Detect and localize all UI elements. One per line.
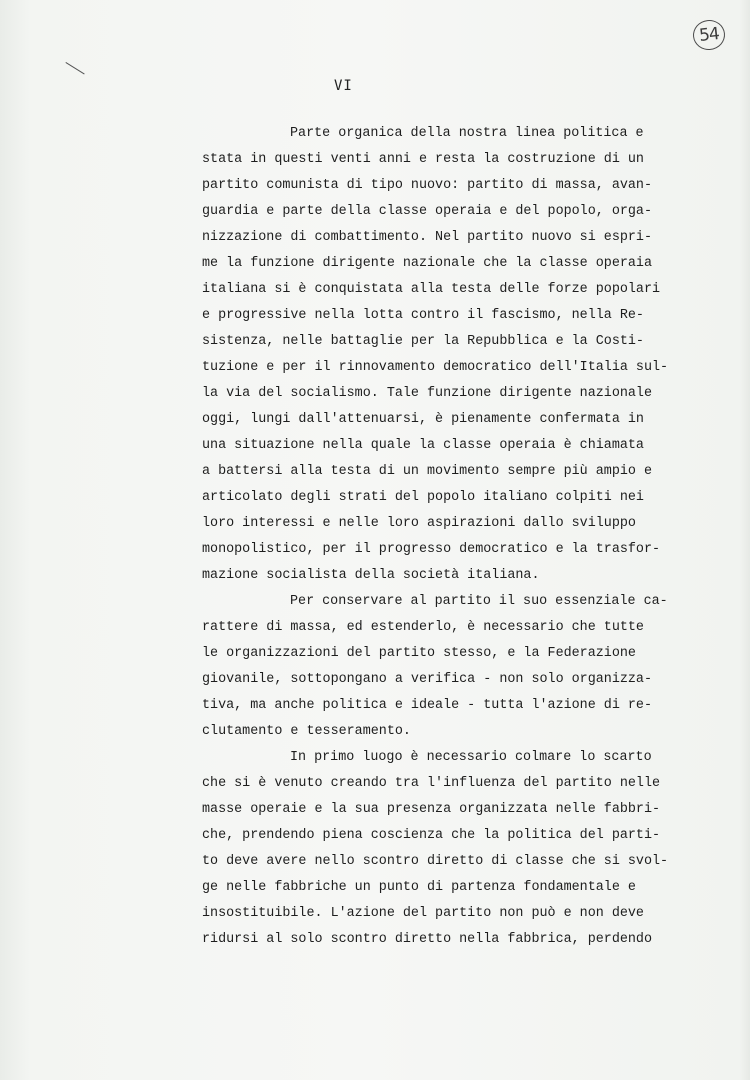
- text-line: Per conservare al partito il suo essenziale ca-: [290, 594, 668, 609]
- text-line: partito comunista di tipo nuovo: partito di massa, avan-: [202, 178, 652, 193]
- text-line: le organizzazioni del partito stesso, e la Federazione: [202, 646, 636, 661]
- text-line: che si è venuto creando tra l'influenza del partito nelle: [202, 776, 661, 791]
- text-line: che, prendendo piena coscienza che la politica del parti-: [202, 828, 661, 843]
- text-line: guardia e parte della classe operaia e del popolo, orga-: [202, 204, 652, 219]
- text-line: mazione socialista della società italiana.: [202, 568, 540, 583]
- pen-mark: [59, 62, 85, 85]
- text-line: monopolistico, per il progresso democratico e la trasfor-: [202, 542, 661, 557]
- text-line: a battersi alla testa di un movimento sempre più ampio e: [202, 464, 652, 479]
- text-line: la via del socialismo. Tale funzione dirigente nazionale: [202, 386, 652, 401]
- text-line: me la funzione dirigente nazionale che la classe operaia: [202, 256, 652, 271]
- text-line: rattere di massa, ed estenderlo, è necessario che tutte: [202, 620, 644, 635]
- text-line: articolato degli strati del popolo italiano colpiti nei: [202, 490, 644, 505]
- text-line: stata in questi venti anni e resta la costruzione di un: [202, 152, 644, 167]
- text-line: clutamento e tesseramento.: [202, 724, 411, 739]
- section-heading: VI: [334, 78, 353, 94]
- text-line: e progressive nella lotta contro il fascismo, nella Re-: [202, 308, 644, 323]
- text-line: tuzione e per il rinnovamento democratico dell'Italia sul-: [202, 360, 669, 375]
- text-line: ge nelle fabbriche un punto di partenza fondamentale e: [202, 880, 636, 895]
- text-line: italiana si è conquistata alla testa delle forze popolari: [202, 282, 661, 297]
- text-line: nizzazione di combattimento. Nel partito nuovo si espri-: [202, 230, 652, 245]
- text-line: una situazione nella quale la classe operaia è chiamata: [202, 438, 644, 453]
- text-line: giovanile, sottopongano a verifica - non solo organizza-: [202, 672, 652, 687]
- page-number-stamp: 54: [692, 18, 727, 51]
- text-line: In primo luogo è necessario colmare lo scarto: [290, 750, 652, 765]
- text-line: Parte organica della nostra linea politica e: [290, 126, 644, 141]
- text-line: oggi, lungi dall'attenuarsi, è pienamente confermata in: [202, 412, 644, 427]
- text-line: sistenza, nelle battaglie per la Repubblica e la Costi-: [202, 334, 644, 349]
- text-line: tiva, ma anche politica e ideale - tutta l'azione di re-: [202, 698, 652, 713]
- body-text: [202, 121, 722, 953]
- text-line: insostituibile. L'azione del partito non può e non deve: [202, 906, 644, 921]
- text-line: ridursi al solo scontro diretto nella fabbrica, perdendo: [202, 932, 652, 947]
- text-line: loro interessi e nelle loro aspirazioni dallo sviluppo: [202, 516, 636, 531]
- text-line: masse operaie e la sua presenza organizzata nelle fabbri-: [202, 802, 661, 817]
- text-line: to deve avere nello scontro diretto di classe che si svol-: [202, 854, 669, 869]
